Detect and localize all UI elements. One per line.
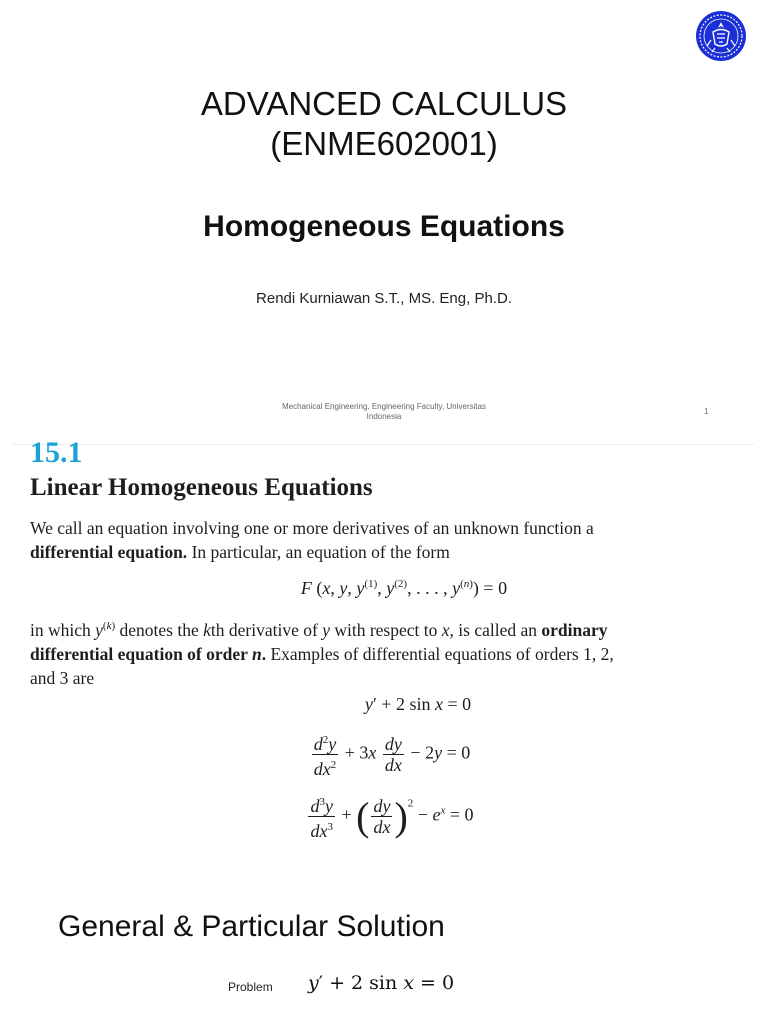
course-title-line2: (ENME602001) <box>270 125 498 162</box>
university-seal-icon <box>695 10 747 62</box>
example-equation-3: $\frac{d^3y}{dx^3}$ + ( $\frac{dy}{dx}$ )$^2 - e^x = 0$ <box>310 794 474 841</box>
section-number: 15.1 <box>30 436 83 469</box>
author-name: Rendi Kurniawan S.T., MS. Eng, Ph.D. <box>256 290 512 307</box>
problem-equation: y′ + 2 sin x = 0 <box>308 972 455 994</box>
footer-line1: Mechanical Engineering, Engineering Faculty, Universitas <box>282 402 486 411</box>
problem-label: Problem <box>228 980 273 994</box>
title-slide <box>0 0 768 432</box>
course-title-line1: ADVANCED CALCULUS <box>200 85 568 122</box>
definition-paragraph: in which $y^{(k)}$ denotes the kth derivative of y with respect to x, is called an ordinary differential equation of order n. Examples of differential equations of orders 1, 2, and 3 are <box>30 619 614 688</box>
topic-heading: Homogeneous Equations <box>203 210 565 243</box>
footer-line2: Indonesia <box>366 412 402 421</box>
intro-text-b: In particular, an equation of the form <box>187 542 450 562</box>
course-title <box>0 84 768 164</box>
slide-divider <box>12 444 754 445</box>
ordinary-term: ordinary <box>541 619 608 640</box>
intro-bold-term: differential equation. <box>30 542 188 562</box>
general-form-equation: F (x, y, $y^{(1)}$, $y^{(2)}$, . . . , $y^{(n)}) = 0$ <box>300 578 508 598</box>
slide-footer <box>250 402 518 422</box>
intro-paragraph <box>30 516 742 564</box>
definition-text-b: Examples of differential equations of orders 1, 2, <box>266 643 614 664</box>
page-number: 1 <box>704 407 709 416</box>
example-equation-2: $\frac{d^2y}{dx^2}$ + 3x $\frac{dy}{dx}$ − 2y = 0 <box>0 730 768 779</box>
example-equation-1: y′ + 2 sin x = 0 <box>364 694 472 714</box>
solution-heading: General & Particular Solution <box>58 910 445 943</box>
definition-text-c: and 3 are <box>30 667 95 688</box>
intro-text-a: We call an equation involving one or more derivatives of an unknown function a <box>30 518 594 538</box>
section-title: Linear Homogeneous Equations <box>30 474 373 501</box>
